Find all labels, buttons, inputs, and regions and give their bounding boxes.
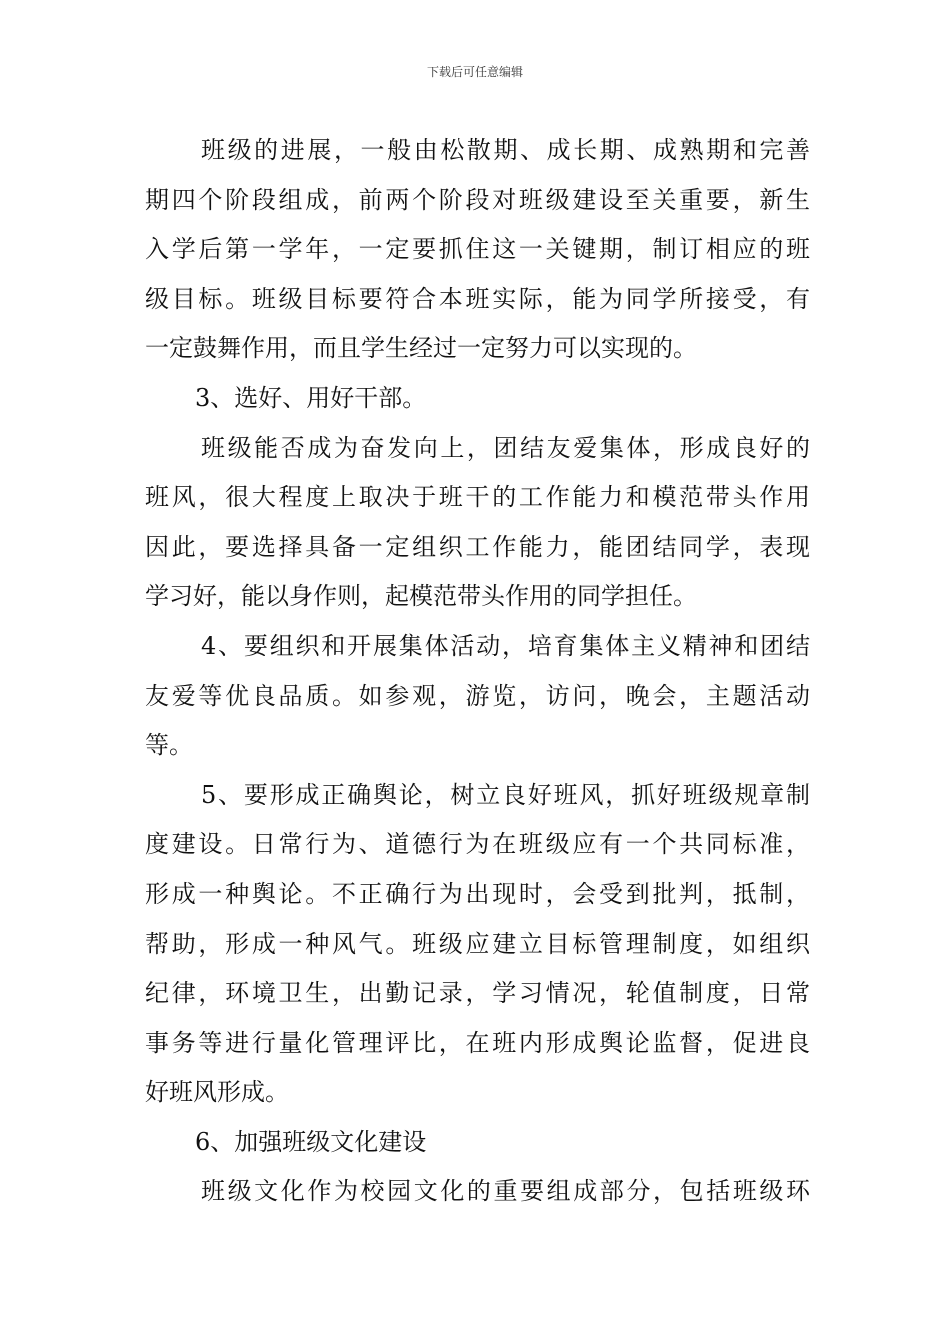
paragraph-line: 等。 bbox=[145, 731, 193, 760]
paragraph-line: 形成一种舆论。不正确行为出现时，会受到批判，抵制， bbox=[145, 879, 810, 908]
section-heading: 3、选好、用好干部。 bbox=[195, 383, 427, 412]
paragraph-line: 班风，很大程度上取决于班干的工作能力和模范带头作用 bbox=[145, 483, 810, 512]
paragraph-line: 好班风形成。 bbox=[145, 1078, 289, 1107]
page-header: 下载后可任意编辑 bbox=[426, 65, 523, 79]
paragraph-line: 5、要形成正确舆论，树立良好班风，抓好班级规章制 bbox=[201, 780, 810, 809]
paragraph-line: 一定鼓舞作用，而且学生经过一定努力可以实现的。 bbox=[145, 334, 697, 363]
paragraph-line: 纪律，环境卫生，出勤记录，学习情况，轮值制度，日常 bbox=[145, 979, 810, 1008]
paragraph-line: 入学后第一学年，一定要抓住这一关键期，制订相应的班 bbox=[145, 235, 810, 264]
section-heading: 6、加强班级文化建设 bbox=[195, 1127, 427, 1156]
paragraph-line: 因此，要选择具备一定组织工作能力，能团结同学，表现 bbox=[145, 532, 810, 561]
paragraph-line: 友爱等优良品质。如参观，游览，访问，晚会，主题活动 bbox=[145, 681, 810, 710]
paragraph-line: 度建设。日常行为、道德行为在班级应有一个共同标准， bbox=[145, 830, 810, 859]
paragraph-line: 事务等进行量化管理评比，在班内形成舆论监督，促进良 bbox=[145, 1028, 810, 1057]
paragraph-line: 班级的进展，一般由松散期、成长期、成熟期和完善 bbox=[201, 136, 810, 164]
paragraph-line: 班级文化作为校园文化的重要组成部分，包括班级环 bbox=[201, 1177, 810, 1206]
paragraph-line: 学习好，能以身作则，起模范带头作用的同学担任。 bbox=[145, 582, 697, 611]
paragraph-line: 班级能否成为奋发向上，团结友爱集体，形成良好的 bbox=[201, 433, 810, 462]
paragraph-line: 期四个阶段组成，前两个阶段对班级建设至关重要，新生 bbox=[145, 185, 810, 214]
document-body bbox=[145, 126, 810, 1217]
paragraph-line: 帮助，形成一种风气。班级应建立目标管理制度，如组织 bbox=[145, 929, 810, 958]
paragraph-line: 4、要组织和开展集体活动，培育集体主义精神和团结 bbox=[201, 631, 810, 660]
paragraph-line: 级目标。班级目标要符合本班实际，能为同学所接受，有 bbox=[145, 284, 810, 313]
